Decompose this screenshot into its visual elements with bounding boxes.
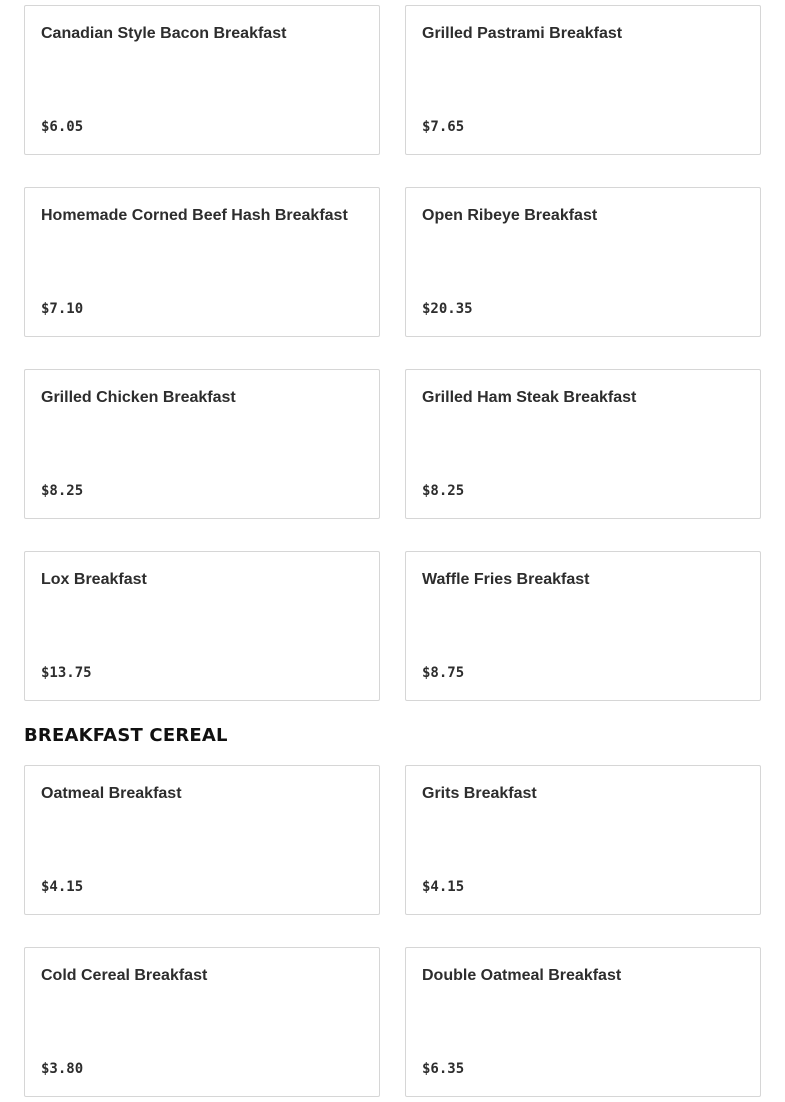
menu-item-card[interactable] <box>24 551 380 701</box>
menu-item-card[interactable] <box>405 947 761 1097</box>
menu-item-price: $13.75 <box>41 665 92 681</box>
menu-item-name: Double Oatmeal Breakfast <box>422 967 622 984</box>
menu-item-name: Grilled Chicken Breakfast <box>41 389 236 406</box>
menu-item-price: $3.80 <box>41 1061 84 1077</box>
menu-item-name: Waffle Fries Breakfast <box>422 571 590 588</box>
menu-item-name: Oatmeal Breakfast <box>41 785 182 802</box>
menu-item-card[interactable] <box>24 369 380 519</box>
menu-item-price: $8.75 <box>422 665 465 681</box>
section-heading: BREAKFAST CEREAL <box>24 725 228 746</box>
menu-items-grid <box>24 5 761 701</box>
menu-item-price: $4.15 <box>422 879 465 895</box>
menu-item-name: Grilled Ham Steak Breakfast <box>422 389 637 406</box>
menu-item-card[interactable] <box>24 947 380 1097</box>
menu-item-price: $7.10 <box>41 301 84 317</box>
menu-item-name: Grilled Pastrami Breakfast <box>422 25 623 42</box>
menu-item-card[interactable] <box>405 765 761 915</box>
menu-item-price: $8.25 <box>422 483 465 499</box>
menu-item-price: $4.15 <box>41 879 84 895</box>
menu-items-grid <box>24 765 761 1097</box>
menu-item-price: $7.65 <box>422 119 465 135</box>
menu-item-card[interactable] <box>405 187 761 337</box>
menu-item-card[interactable] <box>405 551 761 701</box>
menu-item-card[interactable] <box>24 187 380 337</box>
menu-item-card[interactable] <box>405 369 761 519</box>
menu-item-name: Grits Breakfast <box>422 785 537 802</box>
menu-item-price: $20.35 <box>422 301 473 317</box>
menu-item-card[interactable] <box>405 5 761 155</box>
menu-item-name: Lox Breakfast <box>41 571 147 588</box>
menu-item-name: Cold Cereal Breakfast <box>41 967 208 984</box>
menu-item-name: Canadian Style Bacon Breakfast <box>41 25 287 42</box>
menu-item-card[interactable] <box>24 765 380 915</box>
menu-item-name: Homemade Corned Beef Hash Breakfast <box>41 207 348 224</box>
menu-item-name: Open Ribeye Breakfast <box>422 207 598 224</box>
menu-item-price: $8.25 <box>41 483 84 499</box>
menu-item-card[interactable] <box>24 5 380 155</box>
menu-item-price: $6.05 <box>41 119 84 135</box>
menu-item-price: $6.35 <box>422 1061 465 1077</box>
